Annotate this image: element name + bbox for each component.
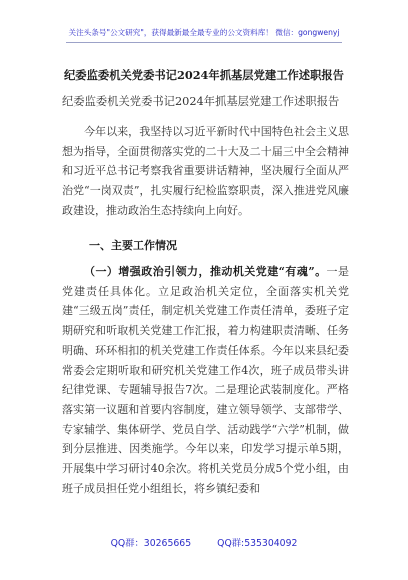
section-heading: 一、主要工作情况 bbox=[89, 239, 177, 252]
intro-paragraph: 今年以来，我坚持以习近平新时代中国特色社会主义思想为指导，全面贯彻落实党的二十大及二十届三中全会精神和习近平总书记考察我省重要讲话精神，坚决履行全面从严治党“一岗双责”，扎实履行纪检监察职责，深入推进党风廉政建设，推动政治生态持续向上向好。 bbox=[62, 125, 349, 217]
header-notice: 关注头条号"公文研究"，获得最新最全最专业的公文资料库！ 微信：gongwenyj bbox=[68, 28, 340, 37]
sub-heading: （一）增强政治引领力，推动机关党建“有魂”。 bbox=[84, 265, 327, 278]
qq-group-1: QQ群：30265665 bbox=[110, 538, 192, 549]
footer-contacts bbox=[0, 535, 408, 549]
qq-group-2: QQ群:535304092 bbox=[217, 538, 298, 549]
header-divider bbox=[66, 42, 342, 43]
body-paragraph bbox=[62, 262, 349, 498]
document-subtitle: 纪委监委机关党委书记2024年抓基层党建工作述职报告 bbox=[62, 95, 340, 108]
body-text: 一是党建责任具体化。立足政治机关定位，全面落实机关党建“三级五岗”责任，制定机关党建工作责任清单，委班子定期研究和听取机关党建工作汇报，着力构建职责清晰、任务明确、环环相扣的机关党建工作责任体系。今年以来县纪委常委会定期听取和研究机关党建工作4次，班子成员带头讲纪律党课、专题辅导报告7次。二是理论武装制度化。严格落实第一议题和首要内容制度，建立领导领学、支部带学、专家辅学、集体研学、党员自学、活动践学“六学”机制，做到分层推进、因类施学。今年以来，印发学习提示单5期，开展集中学习研讨40余次。将机关党员分成5个党小组，由班子成员担任党小组组长，将乡镇纪委和 bbox=[62, 265, 349, 495]
document-title: 纪委监委机关党委书记2024年抓基层党建工作述职报告 bbox=[64, 68, 344, 82]
